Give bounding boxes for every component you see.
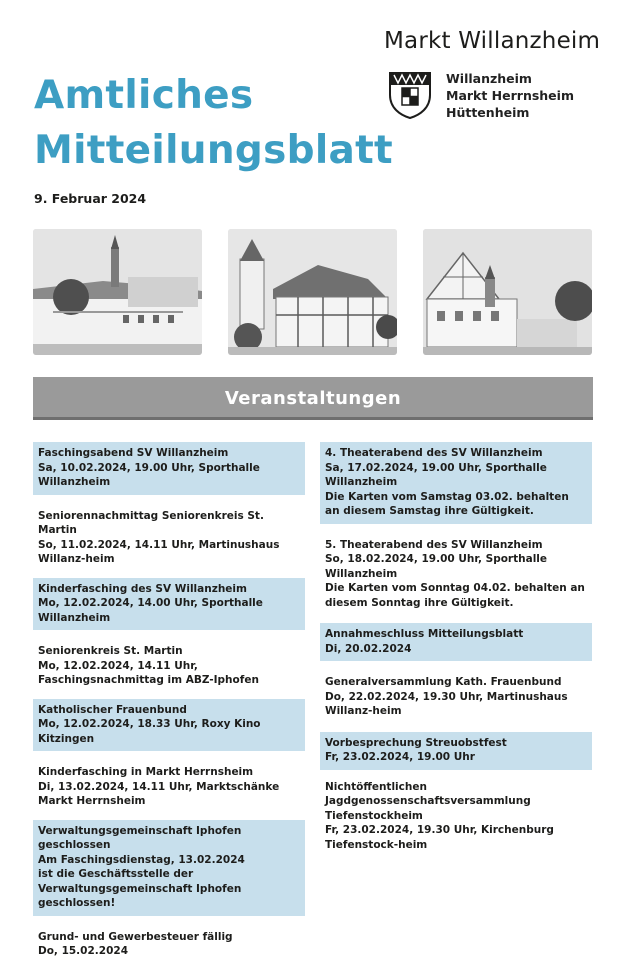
event-detail: Die Karten vom Sonntag 04.02. behalten an diesem Sonntag ihre Gültigkeit.	[325, 582, 585, 609]
event-title: 5. Theaterabend des SV Willanzheim	[325, 538, 543, 551]
event-detail: Fr, 23.02.2024, 19.00 Uhr	[325, 751, 475, 763]
event-item	[33, 820, 305, 916]
event-item	[320, 442, 592, 524]
half-timbered-house-photo	[228, 229, 397, 355]
event-title: Generalversammlung Kath. Frauenbund	[325, 676, 562, 688]
event-item	[33, 699, 305, 752]
event-detail: Mo, 12.02.2024, 14.11 Uhr, Faschingsnachmittag im ABZ-Iphofen	[38, 659, 259, 686]
event-item	[320, 671, 592, 724]
event-item	[320, 732, 592, 770]
event-title: Seniorennachmittag Seniorenkreis St. Martin	[38, 509, 264, 536]
event-item	[33, 578, 305, 631]
event-title: Faschingsabend SV Willanzheim	[38, 447, 229, 459]
event-detail: Do, 22.02.2024, 19.30 Uhr, Martinushaus Willanz-heim	[325, 690, 568, 717]
brand-name: Markt Willanzheim	[384, 28, 601, 54]
town-hall-photo	[423, 229, 592, 355]
event-detail: Di, 20.02.2024	[325, 642, 412, 655]
event-detail: Fr, 23.02.2024, 19.30 Uhr, Kirchenburg Tiefenstock-heim	[325, 824, 554, 851]
event-detail: Sa, 10.02.2024, 19.00 Uhr, Sporthalle Willanzheim	[38, 461, 260, 488]
event-item	[320, 623, 592, 661]
municipality-name: Markt Herrnsheim	[446, 88, 574, 103]
page-title	[34, 68, 393, 178]
event-detail: Sa, 17.02.2024, 19.00 Uhr, Sporthalle Willanzheim	[325, 461, 547, 488]
event-title: Nichtöffentlichen Jagdgenossenschaftsversammlung Tiefenstockheim	[325, 780, 531, 822]
event-title: Vorbesprechung Streuobstfest	[325, 736, 507, 749]
event-detail: So, 18.02.2024, 19.00 Uhr, Sporthalle Willanzheim	[325, 553, 548, 580]
event-title: Grund- und Gewerbesteuer fällig	[38, 930, 233, 943]
event-item	[33, 926, 305, 964]
municipality-name: Hüttenheim	[446, 105, 530, 120]
event-title: Seniorenkreis St. Martin	[38, 645, 183, 657]
village-square-photo	[33, 229, 202, 355]
coat-of-arms-icon	[388, 71, 432, 119]
event-title: Verwaltungsgemeinschaft Iphofen geschlossen	[38, 824, 242, 851]
event-item	[320, 534, 592, 616]
event-item	[33, 505, 305, 572]
event-title: Katholischer Frauenbund	[38, 703, 187, 716]
event-item	[33, 640, 305, 693]
event-detail: Am Faschingsdienstag, 13.02.2024	[38, 853, 245, 866]
event-detail: Die Karten vom Samstag 03.02. behalten an diesem Samstag ihre Gültigkeit.	[325, 490, 569, 517]
event-title: Kinderfasching in Markt Herrnsheim	[38, 766, 254, 778]
municipality-list	[446, 70, 574, 121]
section-banner	[33, 377, 593, 420]
event-detail: Mo, 12.02.2024, 18.33 Uhr, Roxy Kino Kitzingen	[38, 718, 261, 745]
event-detail: Do, 15.02.2024	[38, 945, 128, 957]
event-detail: ist die Geschäftsstelle der Verwaltungsgemeinschaft Iphofen geschlossen!	[38, 868, 242, 909]
event-title: Annahmeschluss Mitteilungsblatt	[325, 628, 524, 640]
event-detail: So, 11.02.2024, 14.11 Uhr, Martinushaus Willanz-heim	[38, 538, 280, 565]
event-title: 4. Theaterabend des SV Willanzheim	[325, 447, 543, 459]
title-line: Amtliches	[34, 73, 254, 118]
event-item	[320, 776, 592, 858]
municipality-name: Willanzheim	[446, 71, 532, 86]
event-detail: Mo, 12.02.2024, 14.00 Uhr, Sporthalle Willanzheim	[38, 597, 263, 624]
section-title: Veranstaltungen	[224, 388, 402, 409]
event-title: Kinderfasching des SV Willanzheim	[38, 582, 247, 595]
issue-date: 9. Februar 2024	[34, 191, 147, 206]
events-column-left	[33, 442, 305, 964]
event-item	[33, 761, 305, 814]
title-line: Mitteilungsblatt	[34, 128, 393, 173]
events-column-right	[320, 442, 592, 857]
event-detail: Di, 13.02.2024, 14.11 Uhr, Marktschänke Markt Herrnsheim	[38, 780, 280, 807]
event-item	[33, 442, 305, 495]
